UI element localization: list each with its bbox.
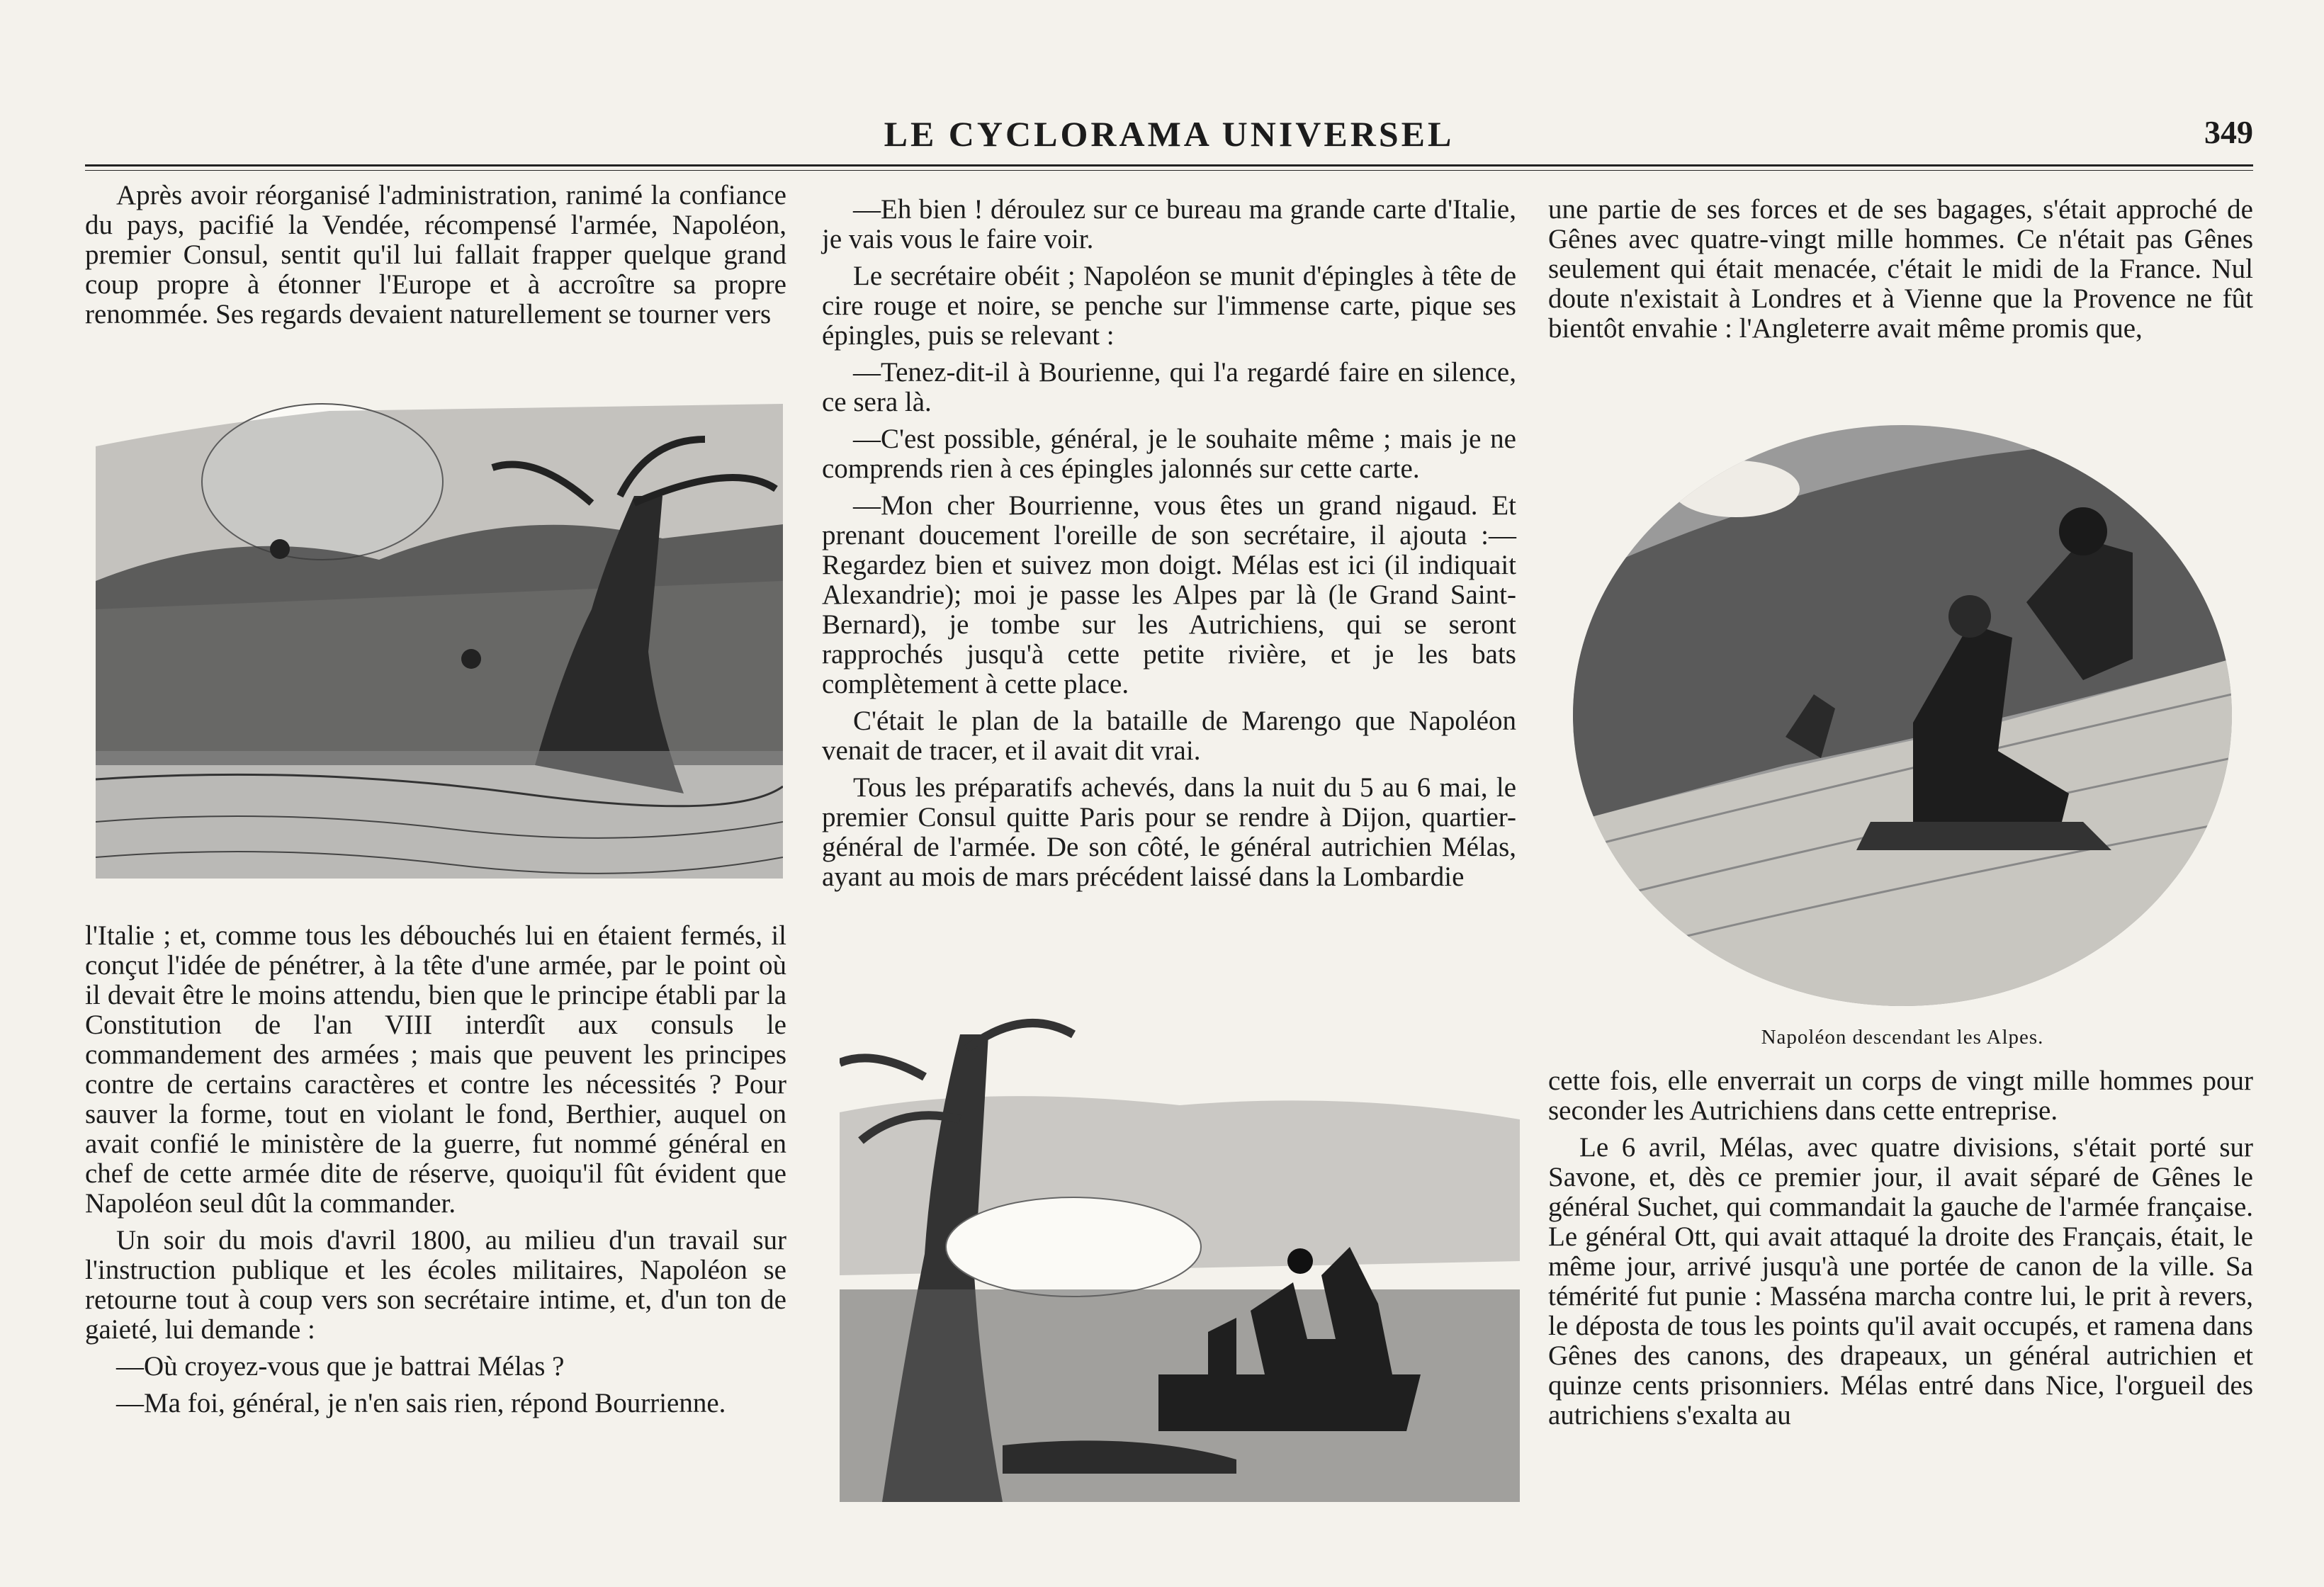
paragraph: Un soir du mois d'avril 1800, au milieu d'un travail sur l'instruction publique et les écoles militaires, Napoléon se retourne tout à coup vers son secrétaire intime, et, d'un ton de gaieté, lui demande : <box>85 1225 786 1345</box>
illustration-river-battle <box>96 397 783 879</box>
paragraph: Le secrétaire obéit ; Napoléon se munit d'épingles à tête de cire rouge et noire, se penche sur l'immense carte, pique ses épingles, puis se relevant : <box>822 261 1516 351</box>
engraving-napoleon-alps-sledge <box>1573 425 2232 1006</box>
running-header <box>85 113 2253 163</box>
paragraph: Tous les préparatifs achevés, dans la nuit du 5 au 6 mai, le premier Consul quitte Paris pour se rendre à Dijon, quartier-général de l'armée. De son côté, le général autrichien Mélas, ayant au mois de mars précédent laissé dans la Lombardie <box>822 772 1516 892</box>
illustration-caption: Napoléon descendant les Alpes. <box>1761 1026 2044 1049</box>
illustration-marengo <box>840 1006 1520 1502</box>
column-3-top <box>1548 195 2253 351</box>
paragraph: —C'est possible, général, je le souhaite même ; mais je ne comprends rien à ces épingles jalonnés sur cette carte. <box>822 424 1516 484</box>
header-rule-thin <box>85 170 2253 171</box>
paragraph: Le 6 avril, Mélas, avec quatre divisions, s'était porté sur Savone, et, dès ce premier jour, il avait séparé de Gênes le général Suchet, qui commandait la gauche de l'armée française. Le général Ott, qui avait attaqué la droite des Français, était, le même jour, arrivé jusqu'à une portée de canon de la ville. Sa témérité fut punie : Masséna marcha contre lui, le prit à revers, le déposta de tous les points qu'il avait occupés, et ramena dans Gênes des canons, des drapeaux, un général autrichien et quinze cents prisonniers. Mélas entré dans Nice, l'orgueil des autrichiens s'exalta au <box>1548 1132 2253 1430</box>
paragraph: —Tenez-dit-il à Bourienne, qui l'a regardé faire en silence, ce sera là. <box>822 357 1516 417</box>
column-2 <box>822 195 1516 899</box>
header-rule <box>85 164 2253 166</box>
page-number: 349 <box>2204 114 2253 150</box>
paragraph: une partie de ses forces et de ses bagages, s'était approché de Gênes avec quatre-vingt mille hommes. Ce n'était pas Gênes seulement qui était menacée, c'était le midi de la France. Nul doute n'existait à Londres et à Vienne que la Provence ne fût bientôt envahie : l'Angleterre avait même promis que, <box>1548 194 2253 344</box>
column-3-bottom <box>1548 1066 2253 1438</box>
paragraph: cette fois, elle enverrait un corps de vingt mille hommes pour seconder les Autrichiens dans cette entreprise. <box>1548 1066 2253 1126</box>
paragraph: —Où croyez-vous que je battrai Mélas ? <box>116 1351 565 1382</box>
paragraph: —Mon cher Bourrienne, vous êtes un grand nigaud. Et prenant doucement l'oreille de son secrétaire, il ajouta :—Regardez bien et suivez mon doigt. Mélas est ici (il indiquait Alexandrie); moi je passe les Alpes par là (le Grand Saint-Bernard), je tombe sur les Autrichiens, qui se seront rapprochés jusqu'à cette petite rivière, et je les bats complètement à cette place. <box>822 490 1516 699</box>
paragraph: l'Italie ; et, comme tous les débouchés lui en étaient fermés, il conçut l'idée de pénétrer, à la tête d'une armée, par le point où il devait être le moins attendu, bien que le principe établi par la Constitution de l'an VIII interdît aux consuls le commandement des armées ; mais que peuvent les principes contre de certains caractères et contre les nécessités ? Pour sauver la forme, tout en violant le fond, Berthier, auquel on avait confié le ministère de la guerre, fut nommé général en chef de cette armée dite de réserve, quoiqu'il fût évident que Napoléon seul dût la commander. <box>85 920 786 1219</box>
column-1-bottom <box>85 921 786 1425</box>
paragraph: Après avoir réorganisé l'administration, ranimé la confiance du pays, pacifié la Vendée, récompensé l'armée, Napoléon, premier Consul, sentit qu'il lui fallait frapper quelque grand coup propre à étonner l'Europe et à accroître sa propre renommée. Ses regards devaient naturellement se tourner vers <box>85 180 786 329</box>
column-1-top <box>85 181 786 337</box>
paragraph: C'était le plan de la bataille de Marengo que Napoléon venait de tracer, et il avait dit vrai. <box>822 706 1516 766</box>
engraving-marengo-battlefield <box>840 1006 1520 1502</box>
journal-title: LE CYCLORAMA UNIVERSEL <box>884 114 1455 154</box>
paragraph: —Ma foi, général, je n'en sais rien, répond Bourrienne. <box>116 1388 726 1418</box>
engraving-river-battle <box>96 397 783 879</box>
illustration-napoleon-alps <box>1573 425 2232 1006</box>
paragraph: —Eh bien ! déroulez sur ce bureau ma grande carte d'Italie, je vais vous le faire voir. <box>822 194 1516 254</box>
